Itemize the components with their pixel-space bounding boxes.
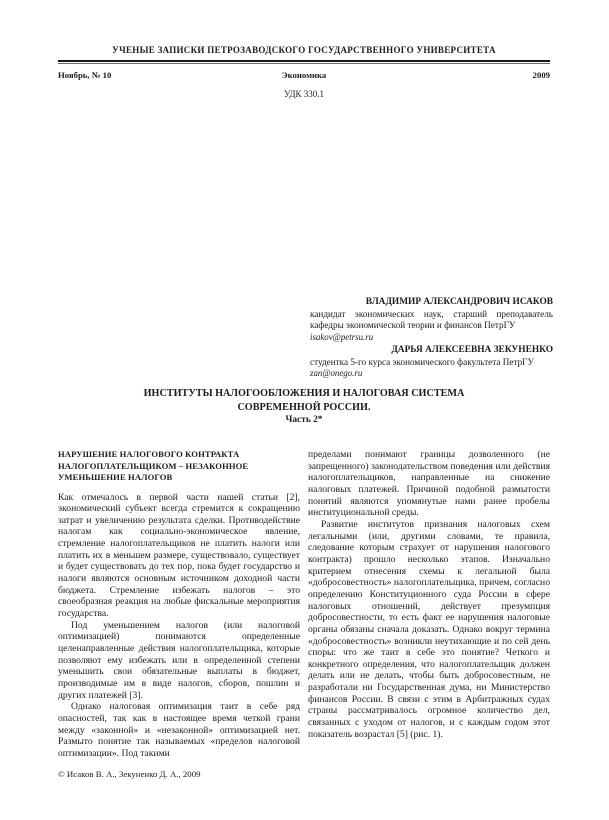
author-name: ДАРЬЯ АЛЕКСЕЕВНА ЗЕКУНЕНКО	[391, 344, 553, 355]
author-role: кандидат экономических наук, старший преподаватель кафедры экономической теории и финансов ПетрГУ	[310, 308, 553, 331]
journal-header-title: УЧЕНЫЕ ЗАПИСКИ ПЕТРОЗАВОДСКОГО ГОСУДАРСТВЕННОГО УНИВЕРСИТЕТА	[112, 45, 496, 55]
body-paragraph: Под уменьшением налогов (или налоговой оптимизацией) понимаются определенные целенаправленные действия налогоплательщика, которые позволяют ему избежать или в определенной степени уменьшить свои обязательные выплаты в бюджет, производимые им в виде налогов, сборов, пошлин и других платежей [3].	[58, 619, 300, 701]
author-name: ВЛАДИМИР АЛЕКСАНДРОВИЧ ИСАКОВ	[365, 297, 553, 307]
copyright-line: © Исаков В. А., Зекуненко Д. А., 2009	[58, 769, 201, 779]
issue-month-number: Ноябрь, № 10	[58, 70, 112, 80]
issue-section-label: Экономика	[281, 70, 327, 80]
author-email: zan@onego.ru	[310, 368, 363, 379]
issue-info-row	[58, 70, 550, 80]
body-paragraph: пределами понимают границы дозволенного (не запрещенного) законодательством поведения или действия налогоплательщиков, направленные на снижение налоговых платежей. Причиной подобной размытости понятий являются упомянутые нами ранее пробелы институциональной среды.	[308, 449, 550, 519]
author-entry	[310, 297, 553, 344]
article-title-line-2: СОВРЕМЕННОЙ РОССИИ.	[237, 401, 371, 413]
article-title-line-1: ИНСТИТУТЫ НАЛОГООБЛОЖЕНИЯ И НАЛОГОВАЯ СИСТЕМА	[143, 388, 465, 399]
body-paragraph: Развитие институтов признания налоговых схем легальными (или, другими словами, те правила, следование которым страхует от нарушения налогового контракта) прошло несколько этапов. Изначально критерием отнесения схемы к легальной была «добросовестность» налогоплательщика, причем, согласно определению Конституционного суда России в сфере налоговых отношений, действует презумпция добросовестности, то есть факт ее нарушения налоговые органы обязаны сначала доказать. Однако вокруг термина «добросовестность» возникли неутихающие и по сей день споры: что же таит в себе это понятие? Четкого и конкретного определения, что налогоплательщик должен делать или не делать, чтобы быть добросовестным, не разработали ни Государственная дума, ни Министерство финансов России. В связи с этим в Арбитражных судах страны рассматривалось огромное количество дел, связанных с уходом от налогов, и с каждым годом этот показатель возрастал [5] (рис. 1).	[308, 518, 550, 740]
article-title-part: Часть 2*	[285, 415, 323, 425]
section-heading: НАРУШЕНИЕ НАЛОГОВОГО КОНТРАКТА НАЛОГОПЛАТЕЛЬЩИКОМ – НЕЗАКОННОЕ УМЕНЬШЕНИЕ НАЛОГОВ	[58, 449, 249, 482]
article-title	[58, 387, 550, 425]
body-paragraph: Как отмечалось в первой части нашей статьи [2], экономический субъект всегда стремится к сокращению затрат и увеличению результата сделки. Противодействие налогам как социально-экономическое явление, стремление налогоплательщиков не платить налоги или платить их в меньшем размере, существовало, существует и будет существовать до тех пор, пока будет государство и налоги являются основным источником доходной части бюджета. Стремление избежать налогов – это своеобразная реакция на любые фискальные мероприятия государства.	[58, 491, 300, 620]
udc-code: УДК 330.1	[283, 89, 325, 99]
header-divider-rule	[58, 60, 550, 64]
right-column	[308, 446, 550, 760]
article-body	[58, 446, 550, 760]
author-role: студентка 5-го курса экономического факультета ПетрГУ	[310, 356, 534, 367]
authors-block	[310, 297, 553, 380]
body-paragraph: Однако налоговая оптимизация таит в себе ряд опасностей, так как в настоящее время четкой грани между «законной» и «незаконной» оптимизацией нет. Размыто понятие так называемых «пределов налоговой оптимизации». Под такими	[58, 701, 300, 759]
left-column	[58, 446, 300, 760]
issue-year: 2009	[532, 70, 550, 80]
author-entry	[310, 345, 553, 380]
author-email: isakov@petrsu.ru	[310, 332, 374, 343]
